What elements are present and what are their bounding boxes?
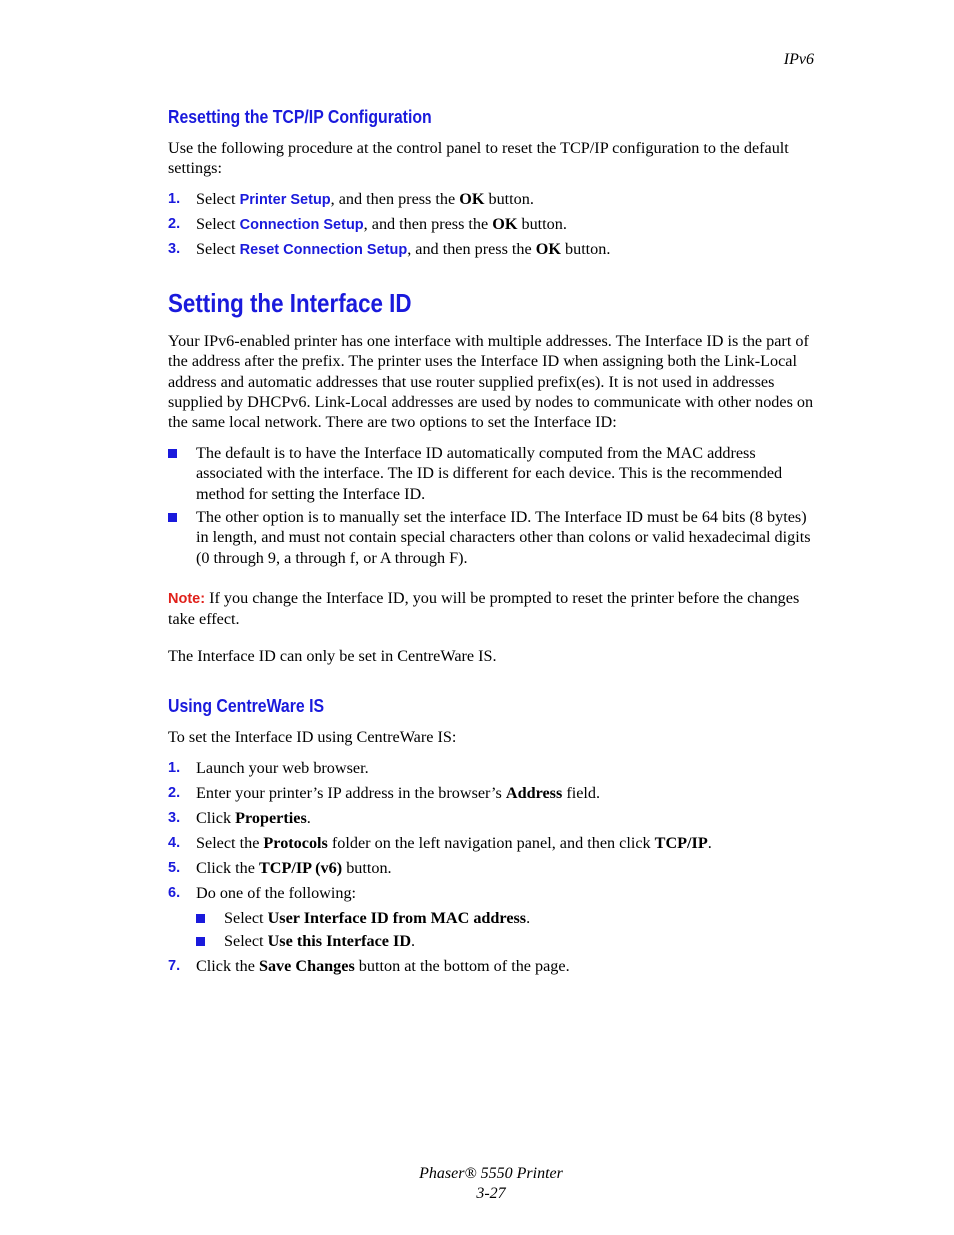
interface-bullet-1: The default is to have the Interface ID automatically computed from the MAC address associated with the interface. The ID is different for each device. This is the recommended method for setting the Interface ID. [168,443,818,504]
interface-intro: Your IPv6-enabled printer has one interface with multiple addresses. The Interface ID is the part of the address after the prefix. The printer uses the Interface ID when assigning both the Link-Local address and automatic addresses that use router supplied prefix(es). It is not used in addresses supplied by DHCPv6. Link-Local addresses are used by nodes to communicate with other nodes on the same local network. There are two options to set the Interface ID: [168,332,814,432]
bullet-square-icon [196,914,205,923]
centreware-heading: Using CentreWare IS [168,696,325,716]
interface-heading: Setting the Interface ID [168,288,412,318]
centreware-intro: To set the Interface ID using CentreWare IS: [168,728,457,746]
reset-heading: Resetting the TCP/IP Configuration [168,107,432,127]
running-header: IPv6 [783,51,814,68]
interface-bullet-2: The other option is to manually set the interface ID. The Interface ID must be 64 bits (8 bytes) in length, and must not contain special characters other than colons or valid hexadecimal digits (0 through 9, a through f, or A through F). [168,507,818,568]
page-footer [0,1164,954,1204]
bullet-square-icon [196,937,205,946]
reset-intro: Use the following procedure at the control panel to reset the TCP/IP configuration to the default settings: [168,139,789,178]
bullet-square-icon [168,449,177,458]
footer-product: Phaser® 5550 Printer [419,1165,563,1182]
bullet-square-icon [168,513,177,522]
note: Note: If you change the Interface ID, you will be prompted to reset the printer before the changes take effect. [168,589,800,629]
interface-closing: The Interface ID can only be set in CentreWare IS. [168,647,497,665]
footer-page-number: 3-27 [476,1185,506,1202]
